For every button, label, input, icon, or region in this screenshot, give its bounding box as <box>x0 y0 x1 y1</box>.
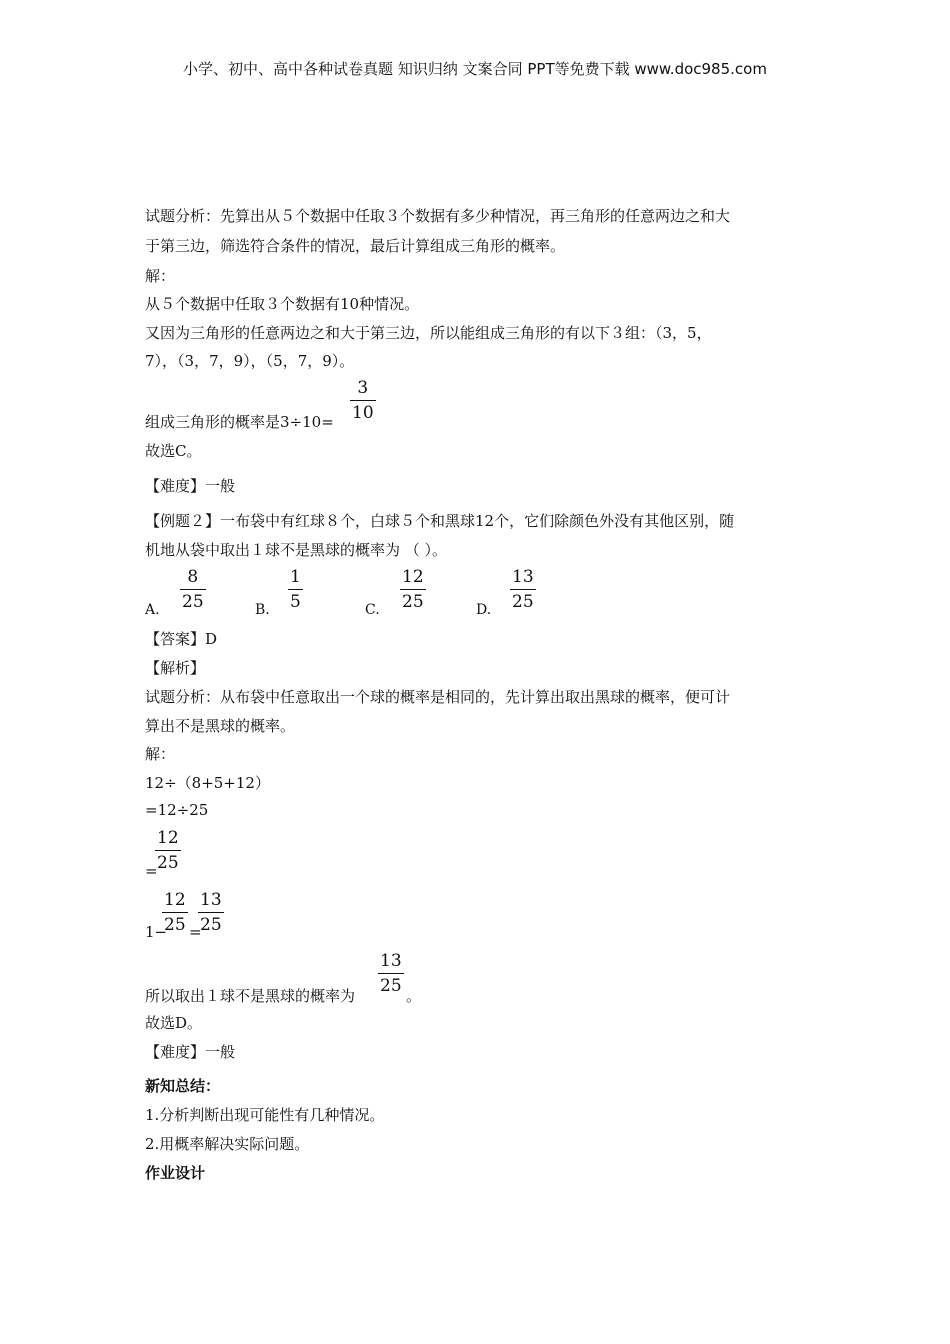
analysis-line-3: 从５个数据中任取３个数据有10种情况。 <box>145 295 420 313</box>
step-3-fraction <box>155 830 181 872</box>
step-4-prefix: 1− <box>145 923 168 941</box>
fraction-numerator: 8 <box>187 567 199 587</box>
explanation-line-2: 算出不是黑球的概率。 <box>145 717 296 735</box>
fraction-bar <box>155 850 181 851</box>
option-b-label: B. <box>255 602 270 618</box>
fraction-bar <box>198 912 224 913</box>
analysis-line-2: 于第三边，筛选符合条件的情况，最后计算组成三角形的概率。 <box>145 237 566 255</box>
summary-item-2: 2.用概率解决实际问题。 <box>145 1135 310 1153</box>
option-c-fraction <box>400 569 426 611</box>
fraction-bar <box>350 400 376 401</box>
fraction-denominator: 25 <box>157 853 179 873</box>
fraction-numerator: 3 <box>357 378 369 398</box>
fraction-bar <box>378 973 404 974</box>
analysis-line-5: 7），（3，7，9），（5，7，9）。 <box>145 352 355 370</box>
choose-c: 故选C。 <box>145 442 202 460</box>
analysis-line-4: 又因为三角形的任意两边之和大于第三边，所以能组成三角形的有以下３组：（3，5， <box>145 324 712 342</box>
fraction-3-10 <box>350 380 376 422</box>
fraction-denominator: 25 <box>164 915 186 935</box>
fraction-bar <box>162 912 188 913</box>
solution-label-2: 解： <box>145 745 176 763</box>
fraction-denominator: 25 <box>182 592 204 612</box>
fraction-numerator: 13 <box>512 567 534 587</box>
fraction-numerator: 12 <box>402 567 424 587</box>
option-c-label: C. <box>365 602 380 618</box>
fraction-bar <box>180 589 206 590</box>
fraction-denominator: 25 <box>512 592 534 612</box>
difficulty-1: 【难度】一般 <box>145 477 236 495</box>
fraction-numerator: 13 <box>380 951 402 971</box>
step-4-fraction-2 <box>198 892 224 934</box>
summary-title: 新知总结： <box>145 1077 221 1095</box>
conclusion-end: 。 <box>406 987 422 1005</box>
conclusion-fraction <box>378 953 404 995</box>
option-a-label: A. <box>145 602 160 618</box>
summary-item-1: 1.分析判断出现可能性有几种情况。 <box>145 1106 385 1124</box>
solution-label: 解： <box>145 267 176 285</box>
step-1: 12÷（8+5+12） <box>145 774 270 792</box>
answer: 【答案】D <box>145 630 218 648</box>
analysis-line-6: 组成三角形的概率是3÷10= <box>145 413 334 431</box>
step-3-equals: = <box>145 862 158 880</box>
difficulty-2: 【难度】一般 <box>145 1043 236 1061</box>
option-a-fraction <box>180 569 206 611</box>
option-b-fraction <box>288 569 303 611</box>
page-header: 小学、初中、高中各种试卷真题 知识归纳 文案合同 PPT等免费下载 www.doc985.com <box>183 60 767 78</box>
fraction-numerator: 12 <box>157 828 179 848</box>
fraction-bar <box>400 589 426 590</box>
fraction-numerator: 13 <box>200 890 222 910</box>
fraction-denominator: 25 <box>402 592 424 612</box>
explanation-label: 【解析】 <box>145 659 206 677</box>
step-4-fraction-1 <box>162 892 188 934</box>
option-d-label: D. <box>476 602 492 618</box>
step-4-equals: = <box>189 923 202 941</box>
fraction-denominator: 25 <box>380 976 402 996</box>
fraction-denominator: 5 <box>290 592 301 612</box>
option-d-fraction <box>510 569 536 611</box>
fraction-denominator: 10 <box>352 403 374 423</box>
fraction-bar <box>510 589 536 590</box>
homework-title: 作业设计 <box>145 1164 206 1182</box>
choose-d: 故选D。 <box>145 1014 203 1032</box>
fraction-bar <box>288 589 303 590</box>
conclusion-text: 所以取出１球不是黑球的概率为 <box>145 987 356 1005</box>
example2-question-2: 机地从袋中取出１球不是黑球的概率为 （ ）。 <box>145 541 448 559</box>
fraction-denominator: 25 <box>200 915 222 935</box>
analysis-line-1: 试题分析：先算出从５个数据中任取３个数据有多少种情况，再三角形的任意两边之和大 <box>145 207 731 225</box>
fraction-numerator: 12 <box>164 890 186 910</box>
step-2: =12÷25 <box>145 801 209 819</box>
fraction-numerator: 1 <box>290 567 301 587</box>
example2-question-1: 【例题２】一布袋中有红球８个，白球５个和黑球12个，它们除颜色外没有其他区别，随 <box>145 512 735 530</box>
explanation-line-1: 试题分析：从布袋中任意取出一个球的概率是相同的，先计算出取出黑球的概率，便可计 <box>145 688 731 706</box>
